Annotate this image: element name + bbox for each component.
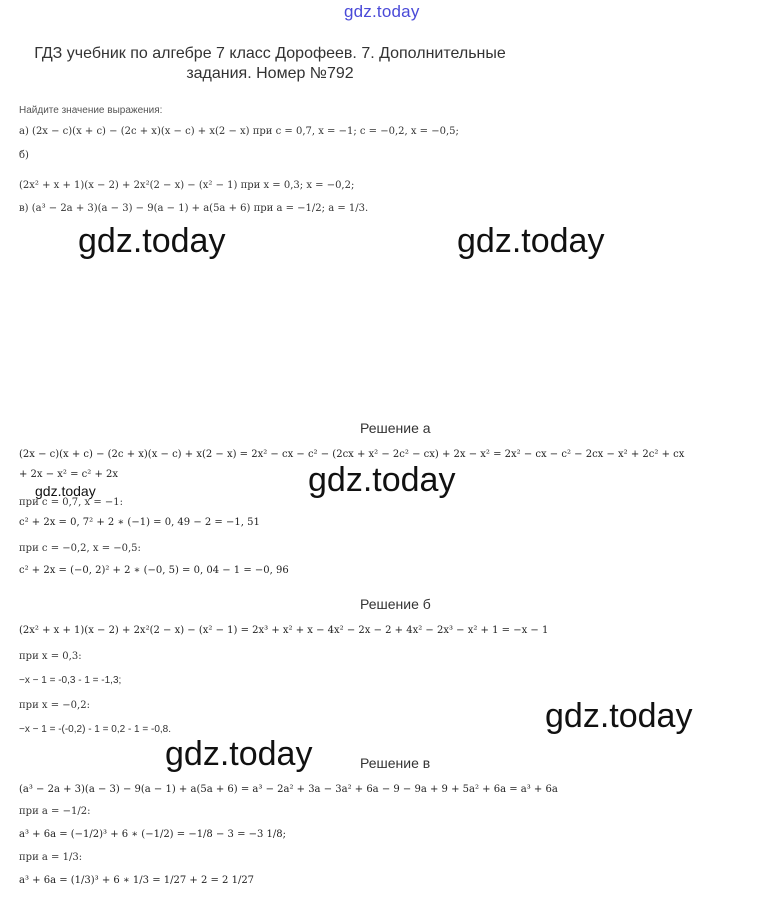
task-item-b: (2x² + x + 1)(x − 2) + 2x²(2 − x) − (x² − 1) при x = 0,3; x = −0,2; bbox=[19, 180, 355, 191]
solution-a-condition-2: при c = −0,2, x = −0,5: bbox=[19, 543, 141, 554]
solution-c-calc-1: a³ + 6a = (−1/2)³ + 6 ∗ (−1/2) = −1/8 − 3 = −3 1/8; bbox=[19, 829, 287, 840]
solution-c-heading: Решение в bbox=[360, 755, 431, 771]
solution-b-line-1: (2x² + x + 1)(x − 2) + 2x²(2 − x) − (x² − 1) = 2x³ + x² + x − 4x² − 2x − 2 + 4x² − 2x³ − x² + 1 = −x − 1 bbox=[19, 625, 549, 636]
watermark: gdz.today bbox=[35, 483, 96, 499]
page-title-line-1: ГДЗ учебник по алгебре 7 класс Дорофеев. 7. Дополнительные bbox=[34, 45, 506, 62]
solution-c-calc-2: a³ + 6a = (1/3)³ + 6 ∗ 1/3 = 1/27 + 2 = 2 1/27 bbox=[19, 875, 255, 886]
solution-c-line-1: (a³ − 2a + 3)(a − 3) − 9(a − 1) + a(5a + 6) = a³ − 2a² + 3a − 3a² + 6a − 9 − 9a + 9 + 5a² + 6a = a³ + 6a bbox=[19, 784, 558, 795]
solution-b-heading: Решение б bbox=[360, 596, 431, 612]
watermark: gdz.today bbox=[545, 697, 693, 735]
watermark: gdz.today bbox=[78, 222, 226, 260]
solution-c-condition-2: при a = 1/3: bbox=[19, 852, 83, 863]
solution-a-calc-2: c² + 2x = (−0, 2)² + 2 ∗ (−0, 5) = 0, 04 − 1 = −0, 96 bbox=[19, 565, 289, 576]
task-item-a: а) (2x − c)(x + c) − (2c + x)(x − c) + x(2 − x) при c = 0,7, x = −1; c = −0,2, x = −0,5; bbox=[19, 126, 459, 137]
page-title-line-2: задания. Номер №792 bbox=[186, 65, 354, 82]
task-item-b-label: б) bbox=[19, 150, 29, 161]
solution-b-calc-1: −x − 1 = -0,3 - 1 = -1,3; bbox=[19, 675, 122, 686]
watermark: gdz.today bbox=[165, 735, 313, 773]
solution-a-calc-1: c² + 2x = 0, 7² + 2 ∗ (−1) = 0, 49 − 2 = −1, 51 bbox=[19, 517, 260, 528]
site-logo[interactable]: gdz.today bbox=[344, 2, 420, 21]
solution-a-line-2: + 2x − x² = c² + 2x bbox=[19, 469, 119, 480]
solution-a-line-1: (2x − c)(x + c) − (2c + x)(x − c) + x(2 − x) = 2x² − cx − c² − (2cx + x² − 2c² − cx) + 2x − x² = 2x² − cx − c² − 2cx − x² + 2c² + cx bbox=[19, 449, 685, 460]
solution-b-condition-2: при x = −0,2: bbox=[19, 700, 90, 711]
solution-a-condition-1: при c = 0,7, x = −1: bbox=[19, 497, 123, 508]
watermark: gdz.today bbox=[308, 461, 456, 499]
task-prompt: Найдите значение выражения: bbox=[19, 105, 163, 116]
watermark: gdz.today bbox=[457, 222, 605, 260]
solution-a-heading: Решение а bbox=[360, 420, 431, 436]
solution-b-calc-2: −x − 1 = -(-0,2) - 1 = 0,2 - 1 = -0,8. bbox=[19, 724, 172, 735]
task-item-c: в) (a³ − 2a + 3)(a − 3) − 9(a − 1) + a(5a + 6) при a = −1/2; a = 1/3. bbox=[19, 203, 369, 214]
solution-c-condition-1: при a = −1/2: bbox=[19, 806, 91, 817]
solution-b-condition-1: при x = 0,3: bbox=[19, 651, 82, 662]
